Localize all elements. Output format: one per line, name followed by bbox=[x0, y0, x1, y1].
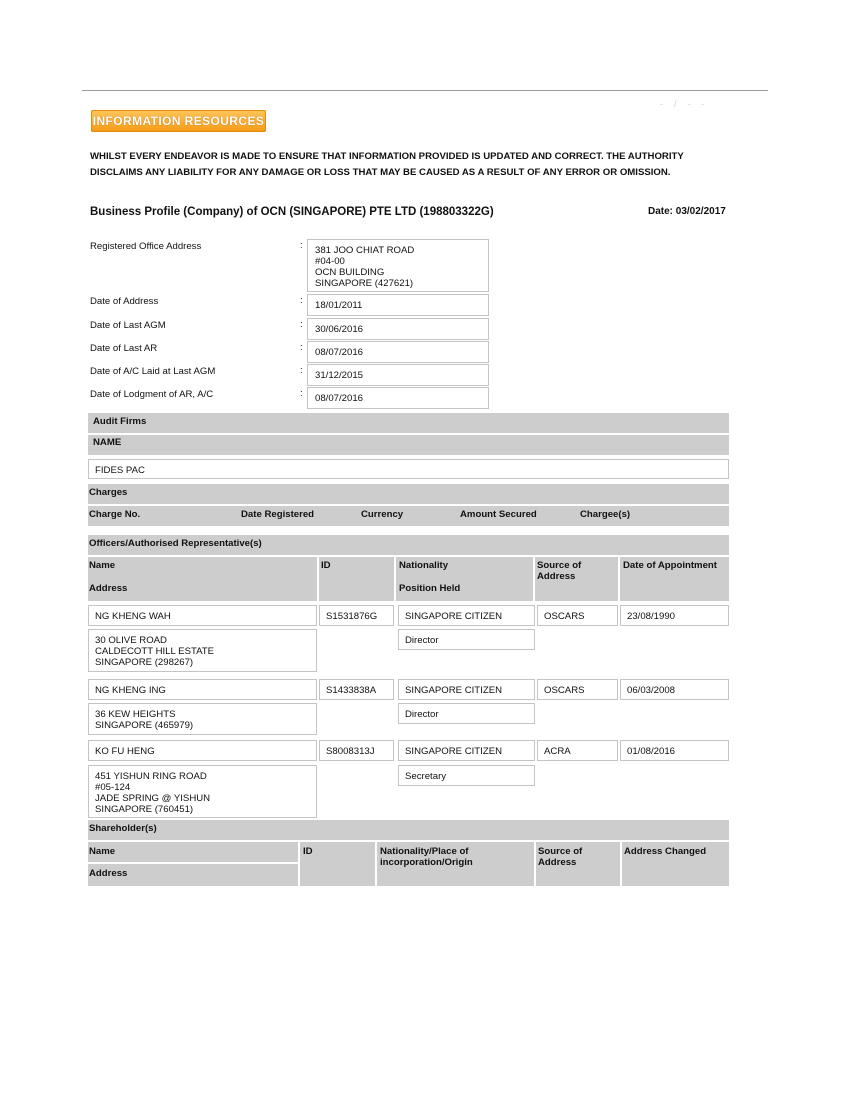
officer-position: Secretary bbox=[398, 765, 535, 786]
officers-col-address: Address bbox=[89, 583, 128, 594]
date-of-address-label: Date of Address bbox=[90, 296, 159, 307]
last-ar-value: 08/07/2016 bbox=[307, 341, 489, 363]
officer-name: KO FU HENG bbox=[88, 740, 317, 761]
address-line: JADE SPRING @ YISHUN bbox=[95, 793, 211, 804]
charges-col: Charge No. bbox=[89, 509, 141, 520]
colon: : bbox=[300, 342, 303, 353]
disclaimer-line-1: WHILST EVERY ENDEAVOR IS MADE TO ENSURE THAT INFORMATION PROVIDED IS UPDATED AND CORRECT. THE AUTHORITY bbox=[90, 151, 684, 162]
shareholders-header bbox=[88, 820, 729, 840]
charges-columns bbox=[88, 506, 729, 526]
officers-col-position: Position Held bbox=[399, 583, 461, 594]
top-divider bbox=[82, 90, 768, 91]
shareholders-col-name-cell bbox=[88, 842, 298, 862]
officer-nationality: SINGAPORE CITIZEN bbox=[398, 740, 535, 761]
officer-position: Director bbox=[398, 703, 535, 724]
officer-source: OSCARS bbox=[537, 605, 618, 626]
officer-nationality: SINGAPORE CITIZEN bbox=[398, 605, 535, 626]
officer-source: OSCARS bbox=[537, 679, 618, 700]
officer-appointment: 06/03/2008 bbox=[620, 679, 729, 700]
last-agm-value: 30/06/2016 bbox=[307, 318, 489, 340]
last-ar-label: Date of Last AR bbox=[90, 343, 158, 354]
shareholders-heading: Shareholder(s) bbox=[89, 823, 157, 834]
officer-nationality: SINGAPORE CITIZEN bbox=[398, 679, 535, 700]
faint-mark: - / - - bbox=[660, 99, 707, 109]
officers-col-source-cell bbox=[535, 557, 618, 601]
officer-address bbox=[88, 703, 317, 735]
address-line: SINGAPORE (298267) bbox=[95, 657, 194, 668]
information-resources-banner bbox=[91, 110, 266, 132]
disclaimer bbox=[90, 149, 740, 181]
officers-header bbox=[88, 535, 729, 555]
page-title: Business Profile (Company) of OCN (SINGAPORE) PTE LTD (198803322G) bbox=[90, 206, 494, 218]
lodgment-value: 08/07/2016 bbox=[307, 387, 489, 409]
officer-address bbox=[88, 629, 317, 672]
officer-id: S8008313J bbox=[319, 740, 394, 761]
address-line: OCN BUILDING bbox=[315, 267, 385, 278]
address-line: SINGAPORE (427621) bbox=[315, 278, 414, 289]
audit-firms-header bbox=[88, 413, 729, 433]
officer-appointment: 23/08/1990 bbox=[620, 605, 729, 626]
address-line: 30 OLIVE ROAD bbox=[95, 635, 167, 646]
officers-col-name: Name bbox=[89, 560, 116, 571]
registered-office-value bbox=[307, 239, 489, 292]
shareholders-col-nationality-cell bbox=[377, 842, 534, 886]
banner-title: INFORMATION RESOURCES bbox=[92, 114, 265, 128]
address-line: 36 KEW HEIGHTS bbox=[95, 709, 176, 720]
audit-name-col: NAME bbox=[93, 437, 122, 448]
shareholders-col-changed-cell bbox=[622, 842, 729, 886]
date-of-address-value: 18/01/2011 bbox=[307, 294, 489, 316]
lodgment-label: Date of Lodgment of AR, A/C bbox=[90, 389, 214, 400]
shareholders-col-changed: Address Changed bbox=[624, 846, 707, 857]
officers-col-nationality-cell bbox=[396, 557, 533, 601]
officer-id: S1531876G bbox=[319, 605, 394, 626]
officers-col-name-cell bbox=[88, 557, 317, 601]
address-line: CALDECOTT HILL ESTATE bbox=[95, 646, 215, 657]
charges-header bbox=[88, 484, 729, 504]
audit-firms-heading: Audit Firms bbox=[93, 416, 147, 427]
address-line: 381 JOO CHIAT ROAD bbox=[315, 245, 415, 256]
shareholders-col-nationality: Nationality/Place of incorporation/Origin bbox=[380, 846, 473, 868]
colon: : bbox=[300, 365, 303, 376]
officer-position: Director bbox=[398, 629, 535, 650]
officers-col-id-cell bbox=[319, 557, 394, 601]
audit-name-header bbox=[88, 435, 729, 455]
disclaimer-line-2: DISCLAIMS ANY LIABILITY FOR ANY DAMAGE OR LOSS THAT MAY BE CAUSED AS A RESULT OF ANY ERROR OR OMISSION. bbox=[90, 167, 671, 178]
officer-address bbox=[88, 765, 317, 818]
colon: : bbox=[300, 240, 303, 251]
shareholders-col-address-cell bbox=[88, 864, 298, 886]
officers-heading: Officers/Authorised Representative(s) bbox=[89, 538, 262, 549]
address-line: #04-00 bbox=[315, 256, 345, 267]
charges-col: Currency bbox=[361, 509, 404, 520]
officers-col-source: Source of Address bbox=[537, 560, 582, 582]
officer-name: NG KHENG WAH bbox=[88, 605, 317, 626]
report-date: Date: 03/02/2017 bbox=[648, 206, 726, 217]
officers-col-nationality: Nationality bbox=[399, 560, 449, 571]
address-line: SINGAPORE (760451) bbox=[95, 804, 194, 815]
officer-appointment: 01/08/2016 bbox=[620, 740, 729, 761]
charges-heading: Charges bbox=[89, 487, 128, 498]
colon: : bbox=[300, 295, 303, 306]
officer-name: NG KHENG ING bbox=[88, 679, 317, 700]
shareholders-col-id: ID bbox=[303, 846, 313, 857]
charges-col: Chargee(s) bbox=[580, 509, 631, 520]
address-line: 451 YISHUN RING ROAD bbox=[95, 771, 207, 782]
shareholders-col-name: Name bbox=[89, 846, 116, 857]
officers-col-id: ID bbox=[321, 560, 331, 571]
officers-col-appointment-cell bbox=[620, 557, 729, 601]
officers-col-appointment: Date of Appointment bbox=[623, 560, 717, 571]
ac-laid-value: 31/12/2015 bbox=[307, 364, 489, 386]
colon: : bbox=[300, 319, 303, 330]
audit-firm-name: FIDES PAC bbox=[88, 459, 729, 479]
shareholders-col-source: Source of Address bbox=[538, 846, 583, 868]
shareholders-col-id-cell bbox=[300, 842, 375, 886]
charges-col: Date Registered bbox=[241, 509, 315, 520]
address-line: #05-124 bbox=[95, 782, 131, 793]
registered-office-label: Registered Office Address bbox=[90, 241, 202, 252]
ac-laid-label: Date of A/C Laid at Last AGM bbox=[90, 366, 216, 377]
shareholders-col-source-cell bbox=[536, 842, 620, 886]
colon: : bbox=[300, 388, 303, 399]
officer-source: ACRA bbox=[537, 740, 618, 761]
officer-id: S1433838A bbox=[319, 679, 394, 700]
last-agm-label: Date of Last AGM bbox=[90, 320, 166, 331]
address-line: SINGAPORE (465979) bbox=[95, 720, 194, 731]
charges-col: Amount Secured bbox=[460, 509, 537, 520]
shareholders-col-address: Address bbox=[89, 868, 128, 879]
